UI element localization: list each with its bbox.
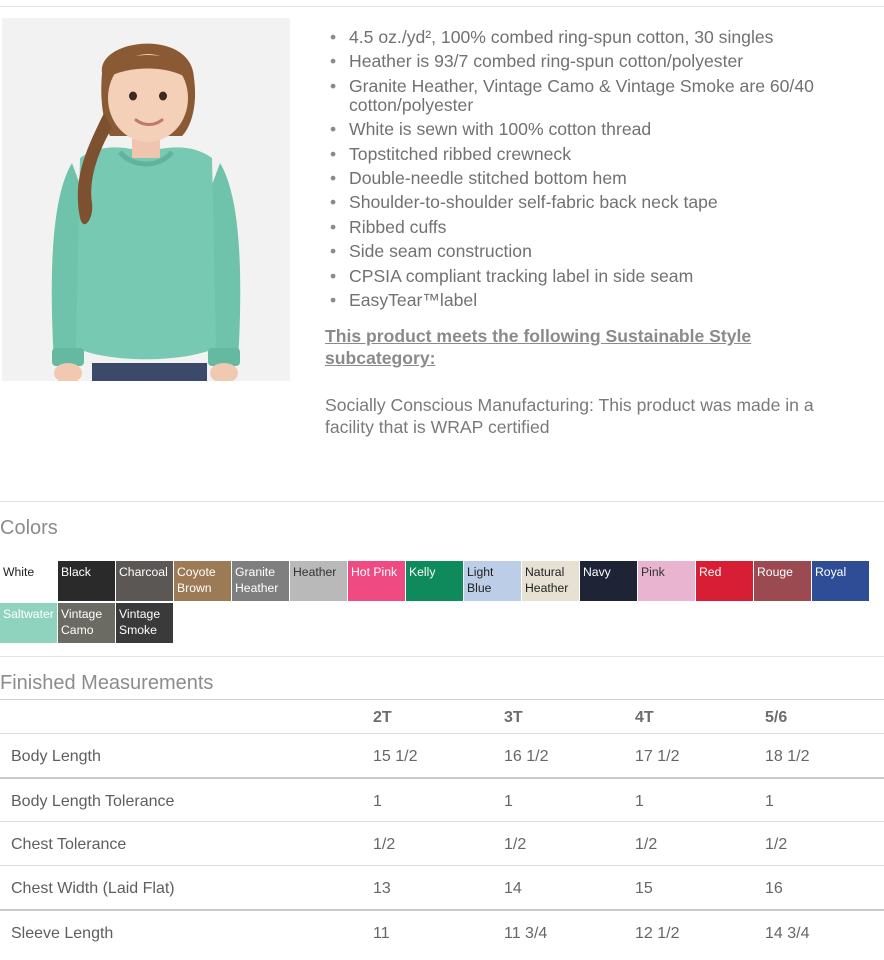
- feature-item: • Side seam construction: [330, 242, 870, 261]
- table-header-row: [0, 700, 884, 733]
- size-header: 3T: [504, 709, 523, 726]
- color-swatch-coyote-brown[interactable]: Coyote Brown: [174, 561, 231, 601]
- row-label: Chest Tolerance: [11, 836, 127, 853]
- size-header: 2T: [373, 709, 392, 726]
- cell-value: 13: [373, 880, 391, 897]
- section-divider: [0, 501, 884, 502]
- color-swatch-heather[interactable]: Heather: [290, 561, 347, 601]
- cell-value: 1/2: [635, 836, 658, 853]
- cell-value: 14 3/4: [765, 925, 810, 942]
- cell-value: 1/2: [504, 836, 527, 853]
- measurements-heading: Finished Measurements: [0, 672, 214, 694]
- table-row: [0, 733, 884, 777]
- row-label: Sleeve Length: [11, 925, 114, 942]
- cell-value: 15: [635, 880, 653, 897]
- feature-item: • Ribbed cuffs: [330, 218, 870, 237]
- colors-heading: Colors: [0, 517, 58, 539]
- cell-value: 1: [765, 793, 774, 810]
- feature-item: • EasyTear™label: [330, 291, 870, 310]
- feature-list: [330, 28, 870, 315]
- table-row: [0, 909, 884, 953]
- color-swatch-hot-pink[interactable]: Hot Pink: [348, 561, 405, 601]
- color-swatch-natural-heather[interactable]: Natural Heather: [522, 561, 579, 601]
- cell-value: 11: [373, 925, 390, 942]
- color-swatch-granite-heather[interactable]: Granite Heather: [232, 561, 289, 601]
- table-row: [0, 821, 884, 865]
- color-swatch-pink[interactable]: Pink: [638, 561, 695, 601]
- cell-value: 12 1/2: [635, 925, 680, 942]
- size-header: 4T: [635, 709, 654, 726]
- measurements-table: [0, 700, 884, 953]
- color-swatch-charcoal[interactable]: Charcoal: [116, 561, 173, 601]
- feature-item: • 4.5 oz./yd², 100% combed ring-spun cotton, 30 singles: [330, 28, 870, 47]
- feature-item: • White is sewn with 100% cotton thread: [330, 120, 870, 139]
- feature-item: • Topstitched ribbed crewneck: [330, 145, 870, 164]
- cell-value: 14: [504, 880, 522, 897]
- cell-value: 11 3/4: [504, 925, 548, 942]
- cell-value: 17 1/2: [635, 748, 680, 765]
- color-swatch-light-blue[interactable]: Light Blue: [464, 561, 521, 601]
- section-divider: [0, 656, 884, 657]
- feature-item: • Shoulder-to-shoulder self-fabric back neck tape: [330, 193, 870, 212]
- feature-item: • Heather is 93/7 combed ring-spun cotton/polyester: [330, 52, 870, 71]
- sustainability-description: Socially Conscious Manufacturing: This product was made in a facility that is WRAP certified: [325, 395, 814, 437]
- color-swatch-red[interactable]: Red: [696, 561, 753, 601]
- cell-value: 16: [765, 880, 783, 897]
- cell-value: 1: [504, 793, 513, 810]
- cell-value: 1: [635, 793, 644, 810]
- child-model-illustration: [2, 18, 290, 381]
- feature-item: • Double-needle stitched bottom hem: [330, 169, 870, 188]
- feature-item: • CPSIA compliant tracking label in side seam: [330, 267, 870, 286]
- color-swatch-vintage-camo[interactable]: Vintage Camo: [58, 603, 115, 643]
- top-divider: [0, 6, 884, 7]
- table-row: [0, 777, 884, 821]
- row-label: Body Length Tolerance: [11, 793, 175, 810]
- row-label: Chest Width (Laid Flat): [11, 880, 175, 897]
- color-swatch-royal[interactable]: Royal: [812, 561, 869, 601]
- color-swatch-vintage-smoke[interactable]: Vintage Smoke: [116, 603, 173, 643]
- table-row: [0, 865, 884, 909]
- cell-value: 18 1/2: [765, 748, 810, 765]
- color-swatch-kelly[interactable]: Kelly: [406, 561, 463, 601]
- product-photo: [2, 18, 290, 381]
- cell-value: 16 1/2: [504, 748, 549, 765]
- cell-value: 1/2: [765, 836, 788, 853]
- cell-value: 1: [373, 793, 382, 810]
- row-label: Body Length: [11, 748, 101, 765]
- color-swatch-saltwater[interactable]: Saltwater: [0, 603, 57, 643]
- color-swatch-white[interactable]: White: [0, 561, 57, 601]
- feature-item: • Granite Heather, Vintage Camo & Vintage Smoke are 60/40 cotton/polyester: [330, 77, 870, 115]
- color-swatch-navy[interactable]: Navy: [580, 561, 637, 601]
- color-swatch-black[interactable]: Black: [58, 561, 115, 601]
- cell-value: 15 1/2: [373, 748, 418, 765]
- cell-value: 1/2: [373, 836, 396, 853]
- sustainable-style-link[interactable]: This product meets the following Sustainable Style subcategory:: [325, 326, 752, 368]
- size-header: 5/6: [765, 709, 788, 726]
- color-swatch-rouge[interactable]: Rouge: [754, 561, 811, 601]
